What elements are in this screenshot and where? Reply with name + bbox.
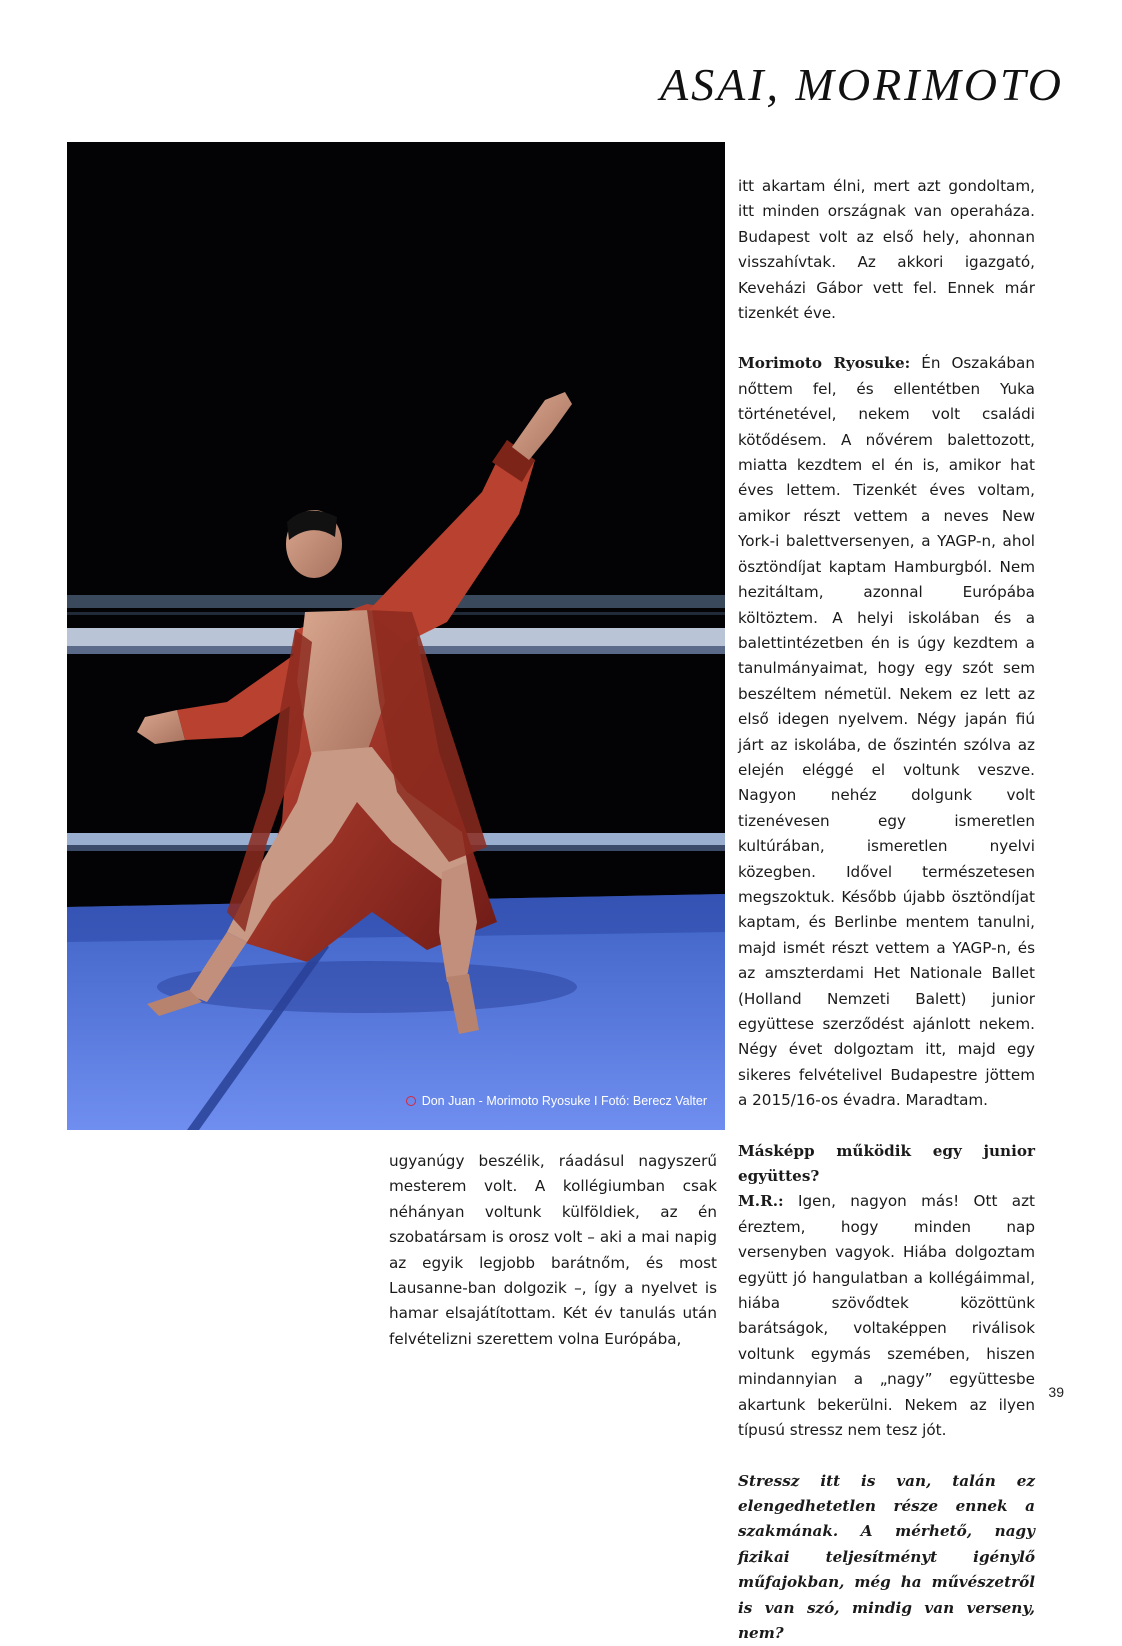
photo-caption (406, 1094, 707, 1108)
interview-question: Stressz itt is van, talán ez elengedhetetlen része ennek a szakmának. A mérhető, nagy fizikai teljesítményt igénylő műfajokban, még ha művészetről is van szó, mindig van verseny, nem? (738, 1469, 1035, 1646)
paragraph (738, 1139, 1035, 1444)
speaker-name: Morimoto Ryosuke: (738, 354, 910, 372)
dancer-photo (67, 142, 725, 1130)
speaker-name: M.R.: (738, 1192, 784, 1210)
article-column-right (738, 174, 1035, 1646)
circle-marker-icon (406, 1096, 416, 1106)
paragraph-text: Én Oszakában nőttem fel, és ellentétben Yuka történetével, nekem volt családi kötődésem. A nővérem balettozott, miatta kezdtem el én is, amikor hat éves lettem. Tizenkét éves voltam, amikor részt vettem a neves New York-i balettversenyen, a YAGP-n, ahol ösztöndíjat kaptam Hamburgból. Nem hezitáltam, azonnal Európába költöztem. A helyi iskolában és a balettintézetben én is úgy kezdtem a tanulmányaimat, hogy egy szót sem beszéltem németül. Nekem ez lett az első idegen nyelvem. Négy japán fiú járt az iskolába, de őszintén szólva az elején eléggé el voltunk veszve. Nagyon nehéz dolgunk volt tizenévesen egy ismeretlen kultúrában, ismeretlen nyelvi közegben. Idővel természetesen megszoktuk. Később újabb ösztöndíjat kaptam, és Berlinbe mentem tanulni, majd ismét részt vettem a YAGP-n, és az amszterdami Het Nationale Ballet (Holland Nemzeti Balett) junior együttese szerződést ajánlott nekem. Négy évet dolgoztam itt, majd egy sikeres felvételivel Budapestre jöttem a 2015/16-os évadra. Maradtam. (738, 354, 1035, 1109)
interview-question: Másképp működik egy junior együttes? (738, 1142, 1035, 1185)
article-column-left (389, 1149, 717, 1352)
photo-caption-text: Don Juan - Morimoto Ryosuke I Fotó: Berecz Valter (422, 1094, 707, 1108)
page-number: 39 (1048, 1384, 1064, 1400)
paragraph-text: Igen, nagyon más! Ott azt éreztem, hogy minden nap versenyben vagyok. Hiába dolgoztam együtt jó hangulatban a kollégáimmal, hiába szövődtek közöttünk barátságok, voltaképpen riválisok voltunk egymás szemében, hiszen mindannyian a „nagy” együttesbe akartunk bekerülni. Nekem az ilyen típusú stressz nem tesz jót. (738, 1192, 1035, 1439)
dancer-photo-illustration (67, 142, 725, 1130)
paragraph (738, 351, 1035, 1113)
paragraph: itt akartam élni, mert azt gondoltam, itt minden országnak van operaháza. Budapest volt az első hely, ahonnan visszahívtak. Az akkori igazgató, Keveházi Gábor vett fel. Ennek már tizenkét éve. (738, 174, 1035, 326)
paragraph: ugyanúgy beszélik, ráadásul nagyszerű mesterem volt. A kollégiumban csak néhányan voltunk külföldiek, az én szobatársam is orosz volt – aki a mai napig az egyik legjobb barátnőm, és most Lausanne-ban dolgozik –, így a nyelvet is hamar elsajátítottam. Két év tanulás után felvételizni szerettem volna Európába, (389, 1149, 717, 1352)
page-header-title: ASAI, MORIMOTO (660, 58, 1064, 111)
